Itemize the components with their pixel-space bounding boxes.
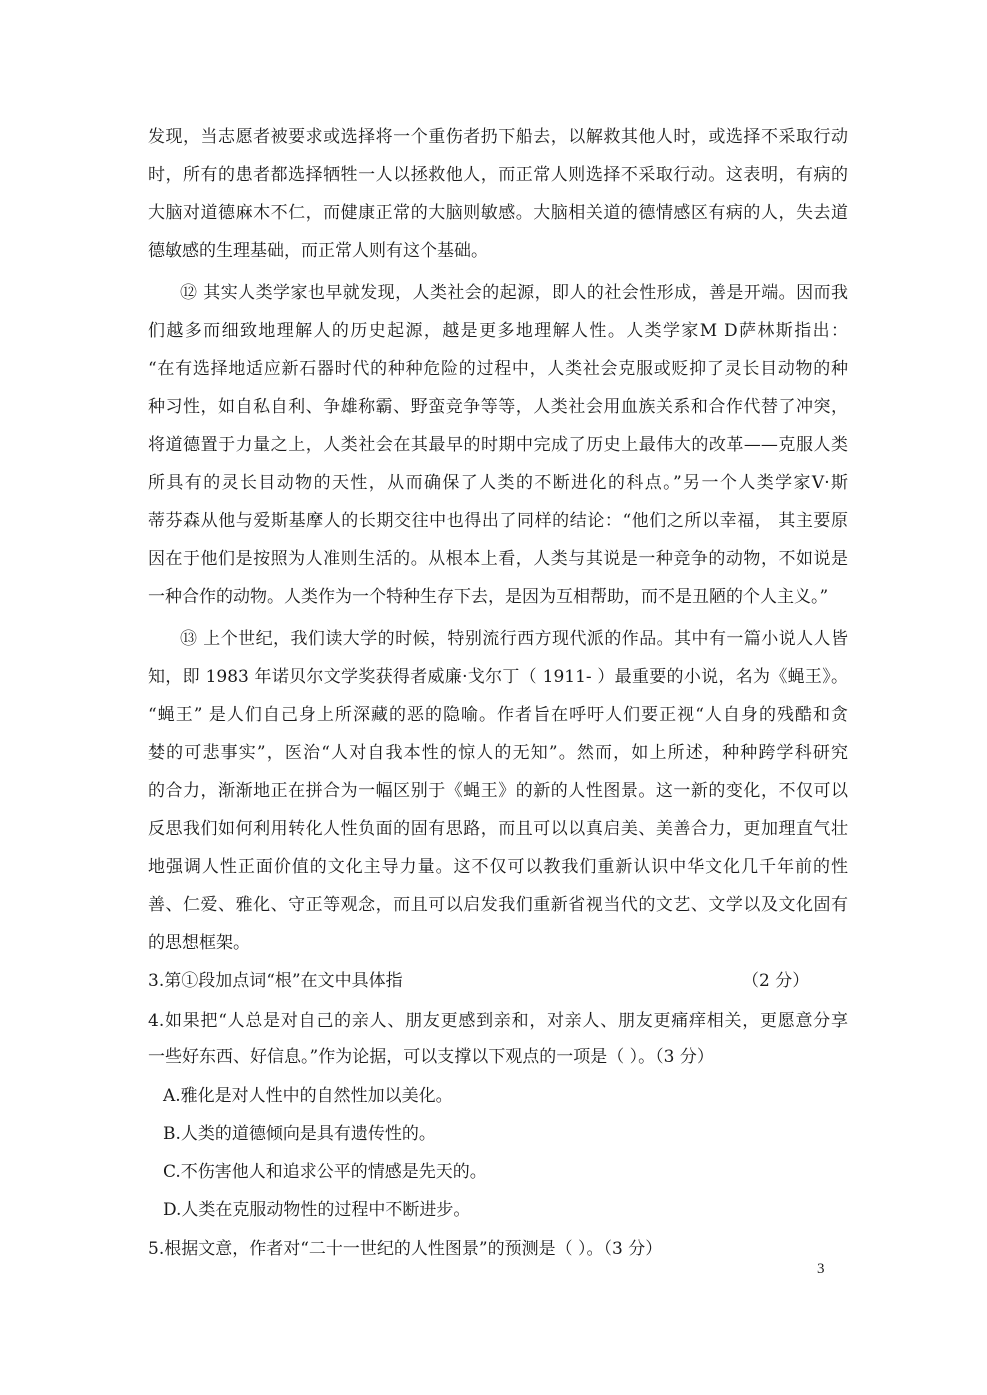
- question-4-stem-line: 4.如果把“人总是对自己的亲人、朋友更感到亲和，对亲人、朋友更痛痒相关，更愿意分享: [148, 1011, 848, 1031]
- text-line: 种习性，如自私自利、争雄称霸、野蛮竞争等等，人类社会用血族关系和合作代替了冲突，: [148, 397, 848, 417]
- text-line: 德敏感的生理基础，而正常人则有这个基础。: [148, 241, 488, 261]
- question-5-text: 5.根据文意，作者对“二十一世纪的人性图景”的预测是（ ）。（3 分）: [148, 1239, 663, 1259]
- question-3-score: （2 分）: [742, 971, 810, 991]
- text-line: 们越多而细致地理解人的历史起源，越是更多地理解人性。人类学家M D萨林斯指出：: [148, 321, 848, 341]
- question-4-stem-line: 一些好东西、好信息。”作为论据，可以支撑以下观点的一项是（ ）。（3 分）: [148, 1047, 714, 1067]
- text-line: 婪的可悲事实”，医治“人对自我本性的惊人的无知”。然而，如上所述，种种跨学科研究: [148, 743, 848, 763]
- text-line: “蝇王” 是人们自己身上所深藏的恶的隐喻。作者旨在呼吁人们要正视“人自身的残酷和贪: [148, 705, 848, 725]
- text-line: ⑫ 其实人类学家也早就发现，人类社会的起源，即人的社会性形成，善是开端。因而我: [180, 283, 848, 303]
- option-d: D.人类在克服动物性的过程中不断进步。: [163, 1200, 471, 1220]
- text-line: 将道德置于力量之上，人类社会在其最早的时期中完成了历史上最伟大的改革——克服人类: [148, 435, 848, 455]
- text-line: 地强调人性正面价值的文化主导力量。这不仅可以教我们重新认识中华文化几千年前的性: [148, 857, 848, 877]
- text-line: 善、仁爱、雅化、守正等观念，而且可以启发我们重新省视当代的文艺、文学以及文化固有: [148, 895, 848, 915]
- text-line: ⑬ 上个世纪，我们读大学的时候，特别流行西方现代派的作品。其中有一篇小说人人皆: [180, 629, 848, 649]
- option-b: B.人类的道德倾向是具有遗传性的。: [163, 1124, 436, 1144]
- text-line: 时，所有的患者都选择牺牲一人以拯救他人，而正常人则选择不采取行动。这表明，有病的: [148, 165, 848, 185]
- question-3-text: 3.第①段加点词“根”在文中具体指: [148, 971, 403, 991]
- option-c: C.不伤害他人和追求公平的情感是先天的。: [163, 1162, 487, 1182]
- text-line: 的思想框架。: [148, 933, 250, 953]
- text-line: 发现，当志愿者被要求或选择将一个重伤者扔下船去，以解救其他人时，或选择不采取行动: [148, 127, 848, 147]
- text-line: 所具有的灵长目动物的天性，从而确保了人类的不断进化的科点。”另一个人类学家V·斯: [148, 473, 848, 493]
- text-line: 知，即 1983 年诺贝尔文学奖获得者威廉·戈尔丁（ 1911- ）最重要的小说，名为《蝇王》。: [148, 667, 848, 687]
- text-line: 因在于他们是按照为人准则生活的。从根本上看，人类与其说是一种竞争的动物，不如说是: [148, 549, 848, 569]
- text-line: 蒂芬森从他与爱斯基摩人的长期交往中也得出了同样的结论：“他们之所以幸福， 其主要原: [148, 511, 848, 531]
- text-line: “在有选择地适应新石器时代的种种危险的过程中，人类社会克服或贬抑了灵长目动物的种: [148, 359, 848, 379]
- page-number: 3: [817, 1261, 825, 1277]
- text-line: 的合力，渐渐地正在拼合为一幅区别于《蝇王》的新的人性图景。这一新的变化，不仅可以: [148, 781, 848, 801]
- text-line: 大脑对道德麻木不仁，而健康正常的大脑则敏感。大脑相关道的德情感区有病的人，失去道: [148, 203, 848, 223]
- option-a: A.雅化是对人性中的自然性加以美化。: [163, 1086, 453, 1106]
- text-line: 一种合作的动物。人类作为一个特种生存下去，是因为互相帮助，而不是丑陋的个人主义。”: [148, 587, 829, 607]
- text-line: 反思我们如何利用转化人性负面的固有思路，而且可以以真启美、美善合力，更加理直气壮: [148, 819, 848, 839]
